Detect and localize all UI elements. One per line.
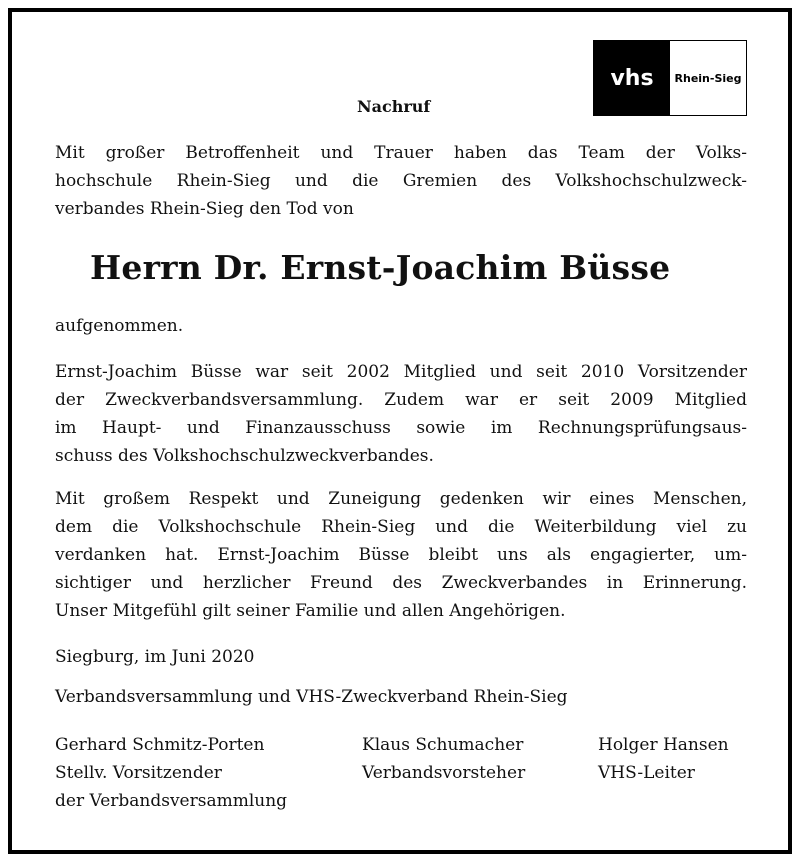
place-date: Siegburg, im Juni 2020: [55, 647, 255, 667]
text-line: verbandes Rhein-Sieg den Tod von: [55, 199, 354, 219]
signatory-name: Gerhard Schmitz-Porten: [55, 735, 265, 755]
text-line: dem die Volkshochschule Rhein-Sieg und die Weiterbildung viel zu: [55, 517, 747, 537]
text-line: Mit großem Respekt und Zuneigung gedenken wir eines Menschen,: [55, 489, 747, 509]
career-paragraph: [55, 358, 747, 470]
signatory-role: der Verbandsversammlung: [55, 791, 288, 811]
deceased-name: Herrn Dr. Ernst-Joachim Büsse: [90, 248, 671, 287]
signatory-1: [55, 731, 287, 815]
signatory-role: Verbandsvorsteher: [362, 763, 526, 783]
signatory-role: Stellv. Vorsitzender: [55, 763, 222, 783]
text-line: im Haupt- und Finanzausschuss sowie im Rechnungsprüfungsaus-: [55, 418, 747, 438]
vhs-logo: [593, 40, 747, 116]
text-line: schuss des Volkshochschulzweckverbandes.: [55, 446, 434, 466]
signatory-3: [598, 731, 729, 787]
logo-region-text: Rhein-Sieg: [674, 71, 742, 85]
text-line: der Zweckverbandsversammlung. Zudem war er seit 2009 Mitglied: [55, 390, 747, 410]
intro-paragraph: [55, 139, 747, 223]
text-line: Ernst-Joachim Büsse war seit 2002 Mitglied und seit 2010 Vorsitzender: [55, 362, 747, 382]
aufgenommen-text: aufgenommen.: [55, 316, 184, 336]
notice-heading: Nachruf: [357, 97, 431, 116]
signatory-role: VHS-Leiter: [598, 763, 695, 783]
signatory-name: Holger Hansen: [598, 735, 729, 755]
logo-vhs-text: vhs: [594, 41, 670, 115]
text-line: verdanken hat. Ernst-Joachim Büsse bleibt uns als engagierter, um-: [55, 545, 747, 565]
tribute-paragraph: [55, 485, 747, 625]
text-line: Mit großer Betroffenheit und Trauer haben das Team der Volks-: [55, 143, 747, 163]
text-line: sichtiger und herzlicher Freund des Zweckverbandes in Erinnerung.: [55, 573, 747, 593]
text-line: hochschule Rhein-Sieg und die Gremien des Volkshochschulzweck-: [55, 171, 747, 191]
signatory-2: [362, 731, 525, 787]
text-line: Unser Mitgefühl gilt seiner Familie und allen Angehörigen.: [55, 601, 566, 621]
signatory-name: Klaus Schumacher: [362, 735, 524, 755]
organization-name: Verbandsversammlung und VHS-Zweckverband Rhein-Sieg: [55, 687, 568, 707]
